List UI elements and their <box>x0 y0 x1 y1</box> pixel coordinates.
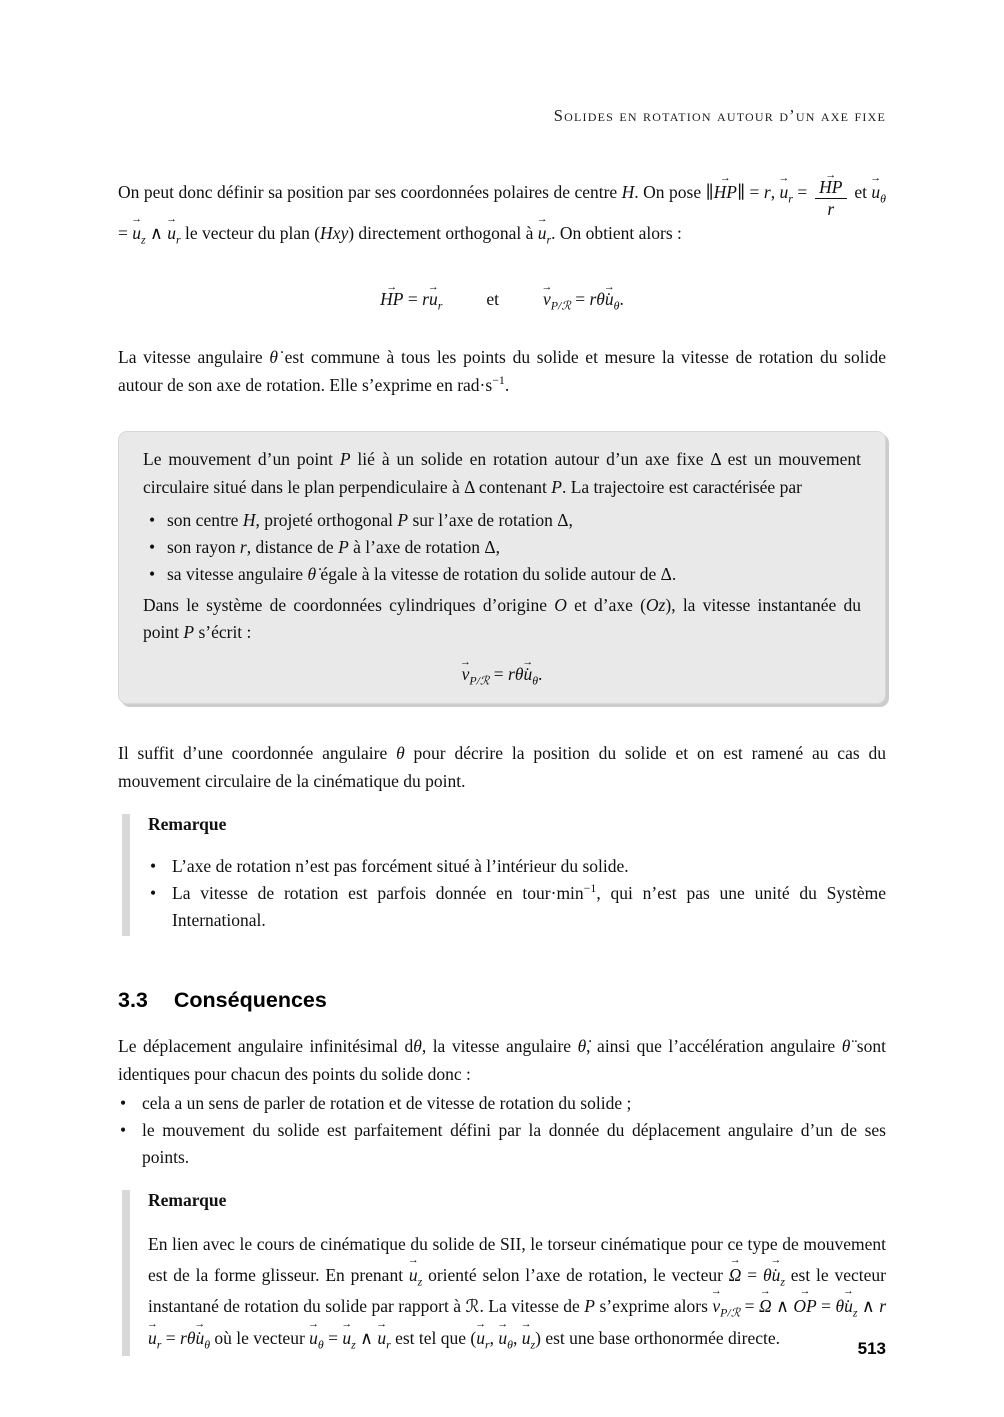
remark-bullet: • L’axe de rotation n’est pas forcément situé à l’intérieur du solide. <box>148 853 886 880</box>
remark-body: En lien avec le cours de cinématique du solide de SII, le torseur cinématique pour ce type de mouvement est de la forme glisseur. En prenant $u \to_z$ orienté selon l’axe de rotation, le vecteur Ω → = θ̇u $\to_z$ est le vecteur instantané de rotation du solide par rapport à ℛ. La vitesse de P s’exprime alors $v \to_{P/ℛ} = \Omega$ → ∧ OP → = θ̇u $\to_z$ ∧ ru $\to_r$ = rθ̇u $\to_\theta$ où le vecteur $u \to_\theta = u \to_z$ ∧ $u \to_r$ est tel que ($u \to_r$, $u \to_\theta$, $u \to_z$) est une base orthonormée directe. <box>148 1229 886 1355</box>
consequences-bullet: • cela a un sens de parler de rotation et de vitesse de rotation du solide ; <box>118 1090 886 1117</box>
definition-box-equation: $v \to_{P/ℛ}$ = rθ̇u $\to_\theta$. <box>143 654 861 685</box>
remark-bullet-list <box>148 853 886 934</box>
consequences-paragraph: Le déplacement angulaire infinitésimal dθ, la vitesse angulaire θ̇, ainsi que l’accélération angulaire θ̈ sont identiques pour chacun des points du solide donc : <box>118 1035 886 1084</box>
running-head: Solides en rotation autour d’un axe fixe <box>553 106 886 125</box>
page-number: 513 <box>857 1339 886 1358</box>
section-heading <box>118 988 886 1013</box>
after-box-paragraph: Il suffit d’une coordonnée angulaire θ pour décrire la position du solide et on est ramené au cas du mouvement circulaire de la cinématique du point. <box>118 743 886 791</box>
definition-box-bullet: • son rayon r, distance de P à l’axe de rotation Δ, <box>143 534 861 561</box>
definition-box-bullet: • sa vitesse angulaire θ̇ égale à la vitesse de rotation du solide autour de Δ. <box>143 561 861 588</box>
remark-title: Remarque <box>148 813 227 834</box>
section-title: Conséquences <box>173 987 327 1012</box>
definition-box-paragraph-cylindrical: Dans le système de coordonnées cylindriques d’origine O et d’axe (Oz), la vitesse instantanée du point P s’écrit : <box>143 595 861 643</box>
intro-paragraph: On peut donc définir sa position par ses coordonnées polaires de centre H. On pose ∥HP →∥ = r, $u \to_r$ = $\frac{HP \to}{r}$ et $u \to_\theta = u \to_z$ ∧ $u \to_r$ le vecteur du plan (Hxy) directement orthogonal à $u \to_r$. On obtient alors : <box>118 166 886 247</box>
definition-box-bullet-list <box>143 507 861 588</box>
definition-box-bullet: • son centre H, projeté orthogonal P sur l’axe de rotation Δ, <box>143 507 861 534</box>
section-number: 3.3 <box>118 987 148 1012</box>
remark-title: Remarque <box>148 1189 227 1210</box>
consequences-bullet-list <box>118 1090 886 1171</box>
consequences-bullet: • le mouvement du solide est parfaitement défini par la donnée du déplacement angulaire d’un de ses points. <box>118 1117 886 1171</box>
remark-bullet: • La vitesse de rotation est parfois donnée en $tour\cdot\min^{-1}$, qui n’est pas une unité du Système International. <box>148 880 886 934</box>
remark-block-2 <box>122 1188 886 1363</box>
remark-block-1 <box>122 812 886 942</box>
definition-box <box>118 431 886 704</box>
display-equation-velocity: HP → = ru $\to_r$ et $v \to_{P/ℛ}$ = rθ̇u $\to_\theta$. <box>118 277 886 310</box>
definition-box-paragraph: Le mouvement d’un point P lié à un solide en rotation autour d’un axe fixe Δ est un mouvement circulaire situé dans le plan perpendiculaire à Δ contenant P. La trajectoire est caractérisée par <box>143 449 861 497</box>
angular-velocity-paragraph: La vitesse angulaire θ̇ est commune à tous les points du solide et mesure la vitesse de rotation du solide autour de son axe de rotation. Elle s’exprime en $rad\cdot s^{-1}$. <box>118 347 886 395</box>
